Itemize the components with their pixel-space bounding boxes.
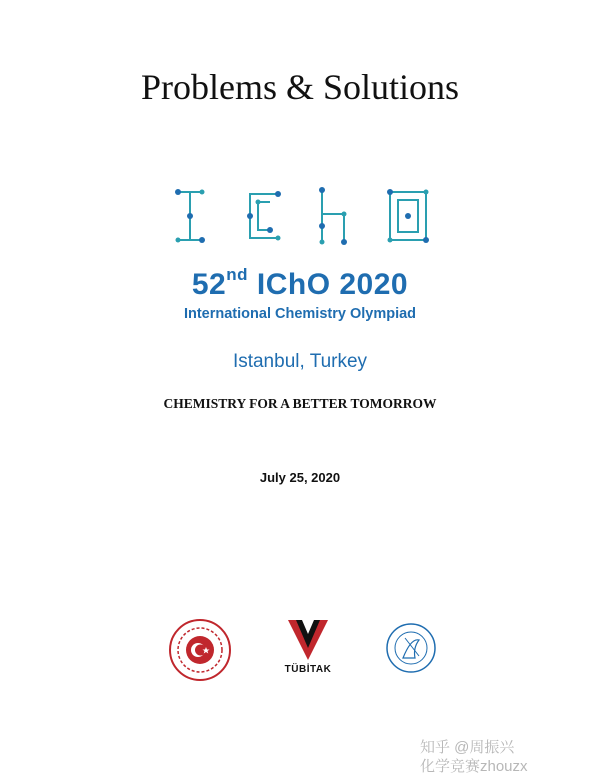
icho-logo-icon [172,186,432,246]
watermark-text-secondary: 化学竞赛zhouzx [420,758,528,775]
page-title: Problems & Solutions [140,67,460,107]
edition-heading [0,265,600,302]
edition-suffix: nd [226,265,249,284]
university-seal-icon [385,618,437,678]
tubitak-label: TÜBİTAK [284,664,332,675]
edition-number: 52 [191,268,227,301]
location: Istanbul, Turkey [232,351,368,372]
motto: CHEMISTRY FOR A BETTER TOMORROW [163,396,437,411]
edition-name: IChO 2020 [256,268,409,301]
tubitak-logo-icon [286,618,330,662]
organization-name: International Chemistry Olympiad [183,306,417,322]
date: July 25, 2020 [259,470,341,485]
watermark-text: 知乎 @周振兴 [420,739,515,756]
ministry-seal-icon [168,618,232,682]
